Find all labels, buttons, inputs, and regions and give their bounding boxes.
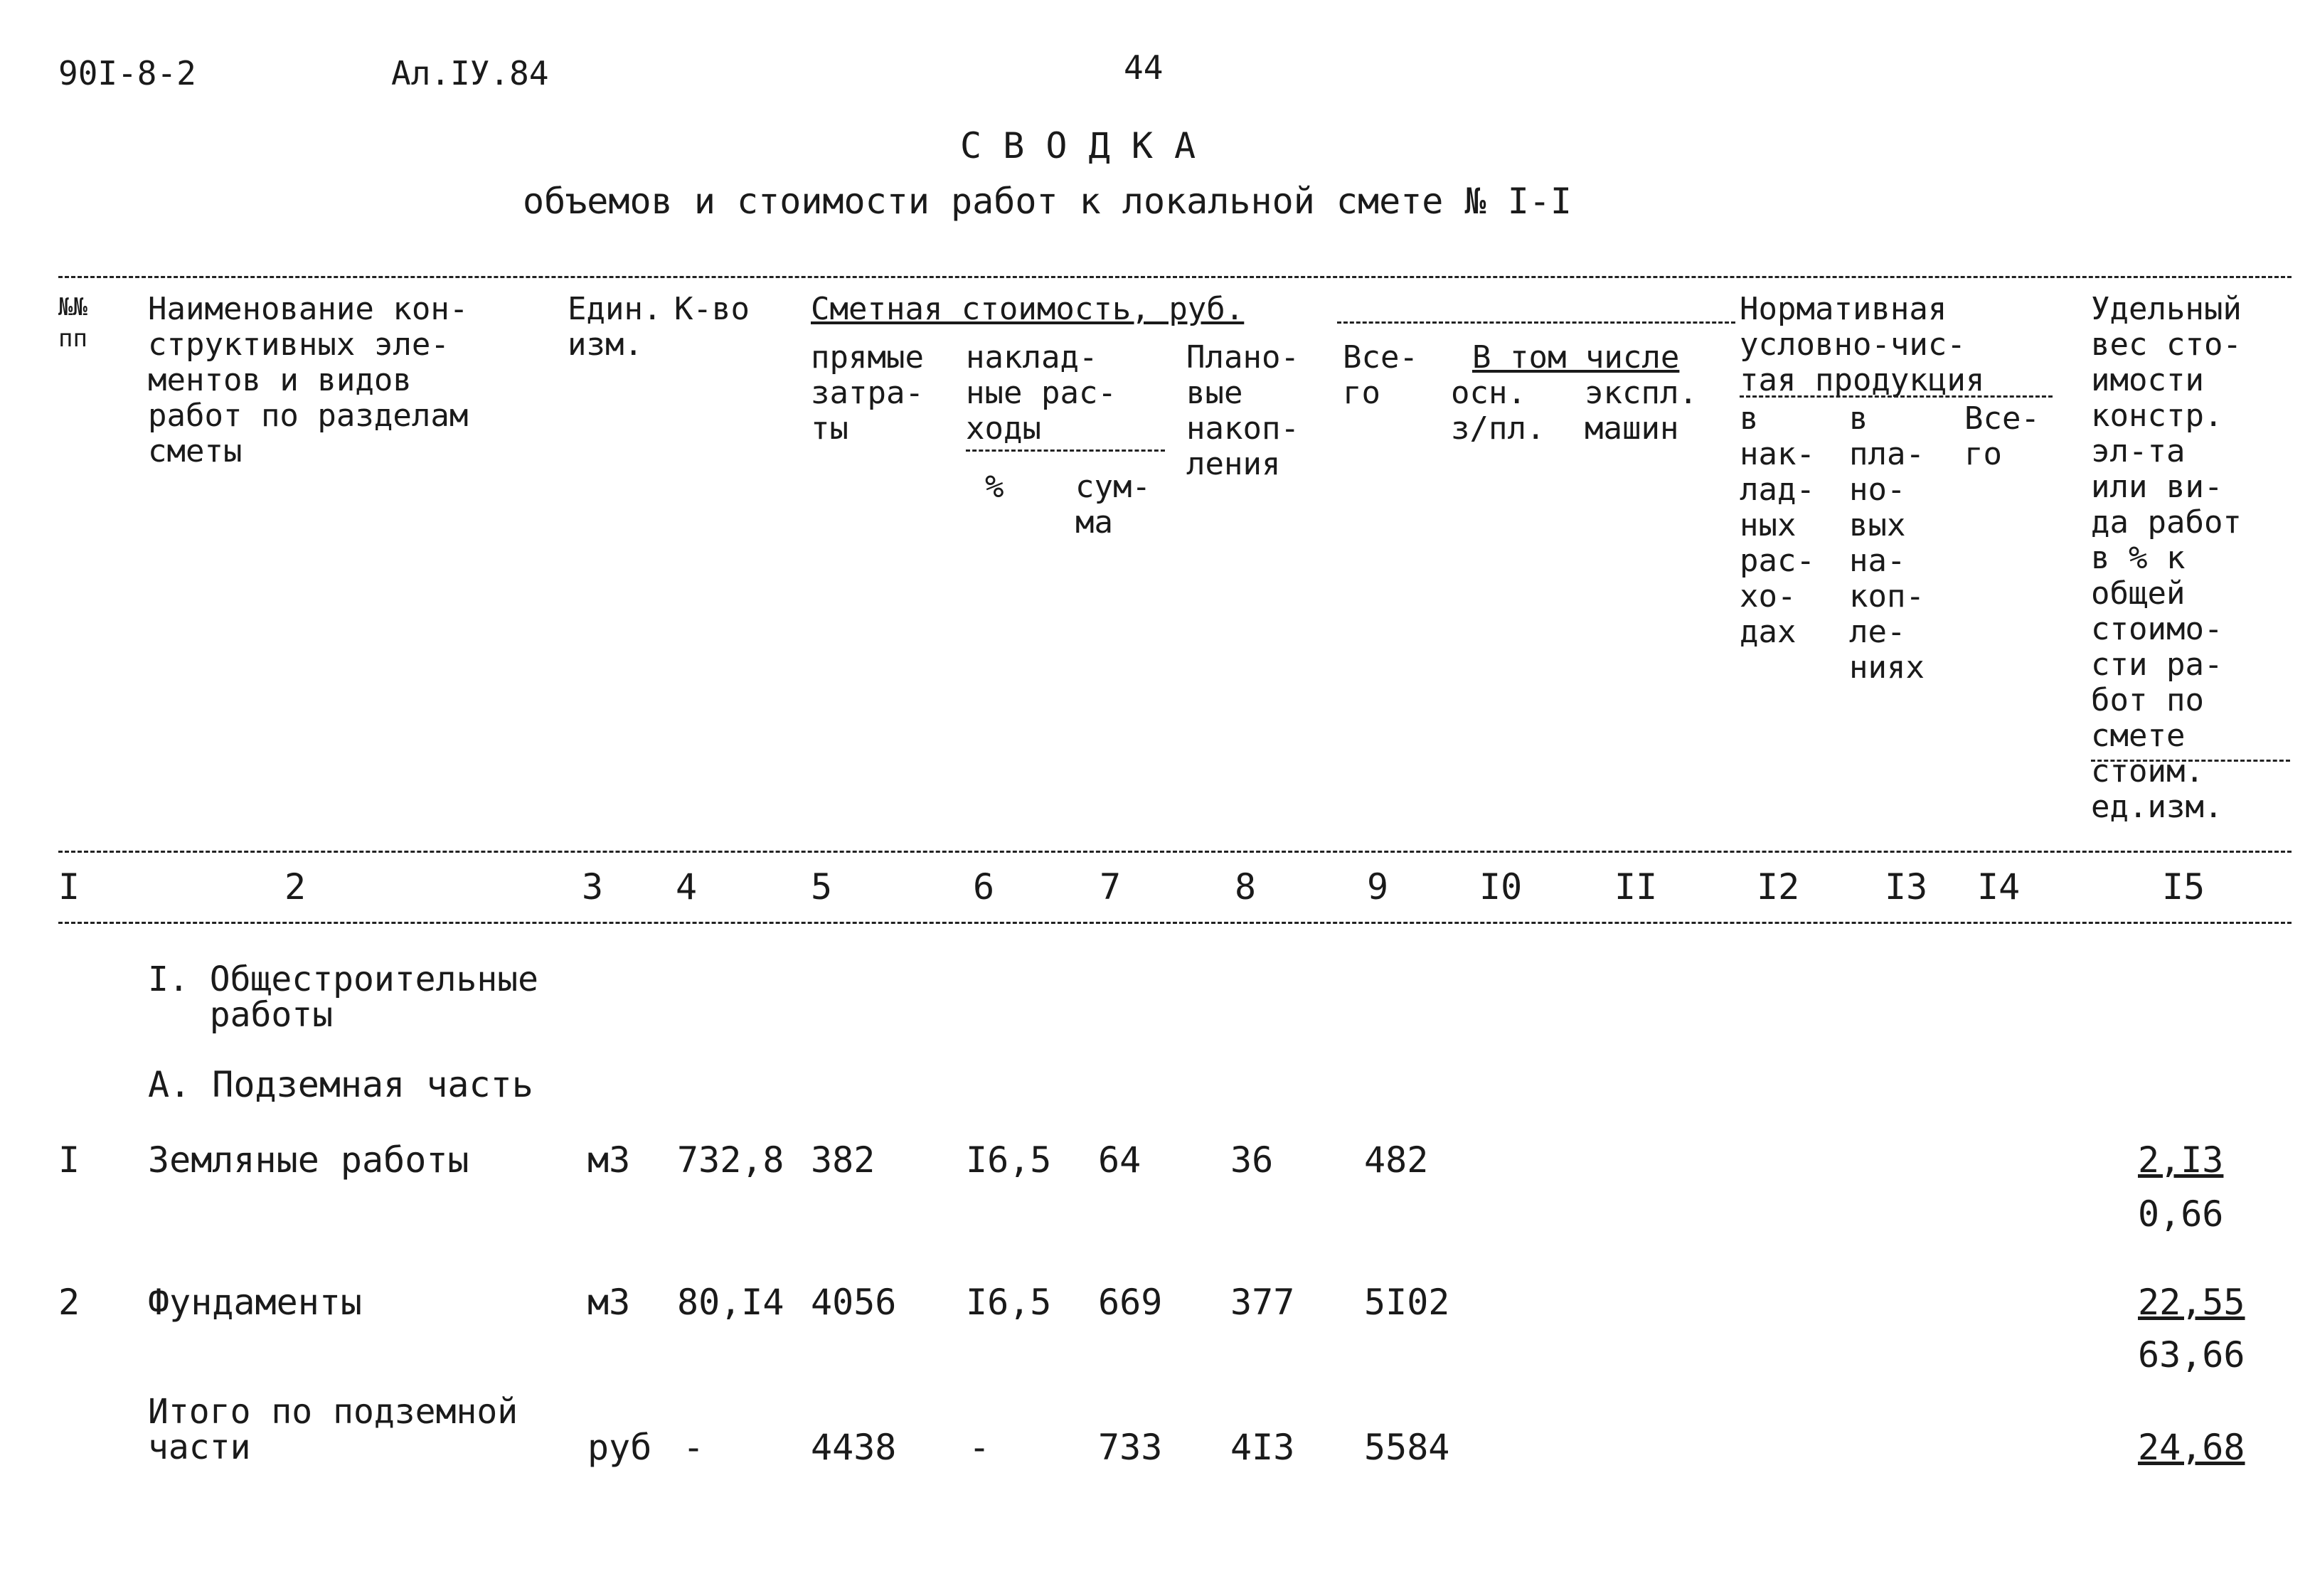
column-number-1: I	[58, 866, 80, 908]
col-header-6: %	[985, 469, 1004, 505]
header-bottom-rule	[58, 851, 2292, 853]
row2-pct: I6,5	[966, 1282, 1052, 1323]
column-number-4: 4	[676, 866, 698, 908]
column-number-15: I5	[2162, 866, 2205, 908]
row2-total: 5I02	[1364, 1282, 1450, 1323]
row1-pct: I6,5	[966, 1139, 1052, 1181]
subtotal-qty: -	[683, 1427, 705, 1468]
document-title: С В О Д К А	[960, 125, 1196, 166]
col-header-norm-group: Нормативная условно-чис- тая продукция	[1740, 291, 1985, 398]
col-header-11: экспл. машин	[1585, 375, 1698, 447]
col-header-2: Наименование кон- структивных эле- ментов и видов работ по разделам сметы	[148, 291, 469, 469]
row1-qty: 732,8	[677, 1139, 784, 1181]
col15-unit-rule	[2091, 760, 2290, 762]
section-heading: I. Общестроительные работы	[148, 959, 539, 1035]
row1-unit: м3	[587, 1139, 631, 1181]
col-header-8: Плано- вые накоп- ления	[1186, 339, 1299, 482]
document-code: 90I-8-2	[58, 54, 196, 92]
row1-total: 482	[1364, 1139, 1429, 1181]
col-header-incl-group: В том числе	[1472, 339, 1680, 376]
column-number-12: I2	[1757, 866, 1800, 908]
subtotal-share-top: 24,68	[2138, 1427, 2245, 1468]
column-number-11: II	[1614, 866, 1658, 908]
column-number-2: 2	[284, 866, 307, 908]
col-header-13: в пла- но- вых на- коп- ле- ниях	[1849, 400, 1925, 686]
table-top-rule	[58, 276, 2292, 278]
col-header-9: Все- го	[1343, 339, 1418, 411]
norm-group-rule	[1740, 395, 2053, 398]
row2-num: 2	[58, 1282, 80, 1323]
row1-share-top: 2,I3	[2138, 1139, 2224, 1181]
subtotal-overhead: 733	[1098, 1427, 1163, 1468]
row2-name: Фундаменты	[148, 1282, 363, 1323]
column-number-8: 8	[1235, 866, 1257, 908]
column-number-3: 3	[582, 866, 604, 908]
row2-direct: 4056	[811, 1282, 897, 1323]
row2-share-top: 22,55	[2138, 1282, 2245, 1323]
subtotal-pct: -	[969, 1427, 991, 1468]
col-header-cost-group: Сметная стоимость, руб.	[811, 291, 1245, 327]
col-header-4: К-во	[674, 291, 750, 327]
col-header-10: осн. з/пл.	[1451, 375, 1545, 447]
column-number-13: I3	[1885, 866, 1928, 908]
subtotal-planned: 4I3	[1230, 1427, 1295, 1468]
row2-planned: 377	[1230, 1282, 1295, 1323]
subtotal-direct: 4438	[811, 1427, 897, 1468]
subtotal-unit: руб	[587, 1427, 652, 1468]
album-number: Ал.IУ.84	[391, 54, 549, 92]
column-number-7: 7	[1100, 866, 1122, 908]
column-number-10: I0	[1479, 866, 1523, 908]
row2-overhead: 669	[1098, 1282, 1163, 1323]
column-number-14: I4	[1977, 866, 2021, 908]
col-header-15: Удельный вес сто- имости констр. эл-та или ви- да работ в % к общей стоимо- сти ра- бот по смете стоим. ед.изм.	[2091, 291, 2242, 825]
col-header-overhead-group: наклад- ные рас- ходы	[966, 339, 1117, 447]
row1-planned: 36	[1230, 1139, 1274, 1181]
overhead-group-rule	[966, 449, 1165, 452]
subsection-heading: А. Подземная часть	[148, 1064, 533, 1105]
column-number-5: 5	[811, 866, 833, 908]
col-header-3: Един. изм.	[568, 291, 662, 363]
row2-share-bottom: 63,66	[2138, 1334, 2245, 1376]
col-header-5: прямые затра- ты	[811, 339, 924, 447]
row1-share-bottom: 0,66	[2138, 1193, 2224, 1235]
row2-qty: 80,I4	[677, 1282, 784, 1323]
cost-group-rule	[1337, 321, 1735, 324]
col-header-7: сум- ма	[1075, 469, 1151, 541]
subtotal-total: 5584	[1364, 1427, 1450, 1468]
column-numbers-rule	[58, 922, 2292, 924]
col-header-12: в нак- лад- ных рас- хо- дах	[1740, 400, 1815, 650]
column-number-6: 6	[973, 866, 995, 908]
row1-num: I	[58, 1139, 80, 1181]
row1-overhead: 64	[1098, 1139, 1141, 1181]
row2-unit: м3	[587, 1282, 631, 1323]
row1-direct: 382	[811, 1139, 875, 1181]
column-number-9: 9	[1367, 866, 1389, 908]
row1-name: Земляные работы	[148, 1139, 469, 1181]
document-subtitle: объемов и стоимости работ к локальной смете № I-I	[523, 181, 1572, 222]
subtotal-name: Итого по подземной части	[148, 1392, 518, 1467]
col-header-14: Все- го	[1964, 400, 2040, 472]
col-header-1: №№ пп	[58, 293, 87, 353]
page-number: 44	[1124, 48, 1164, 87]
